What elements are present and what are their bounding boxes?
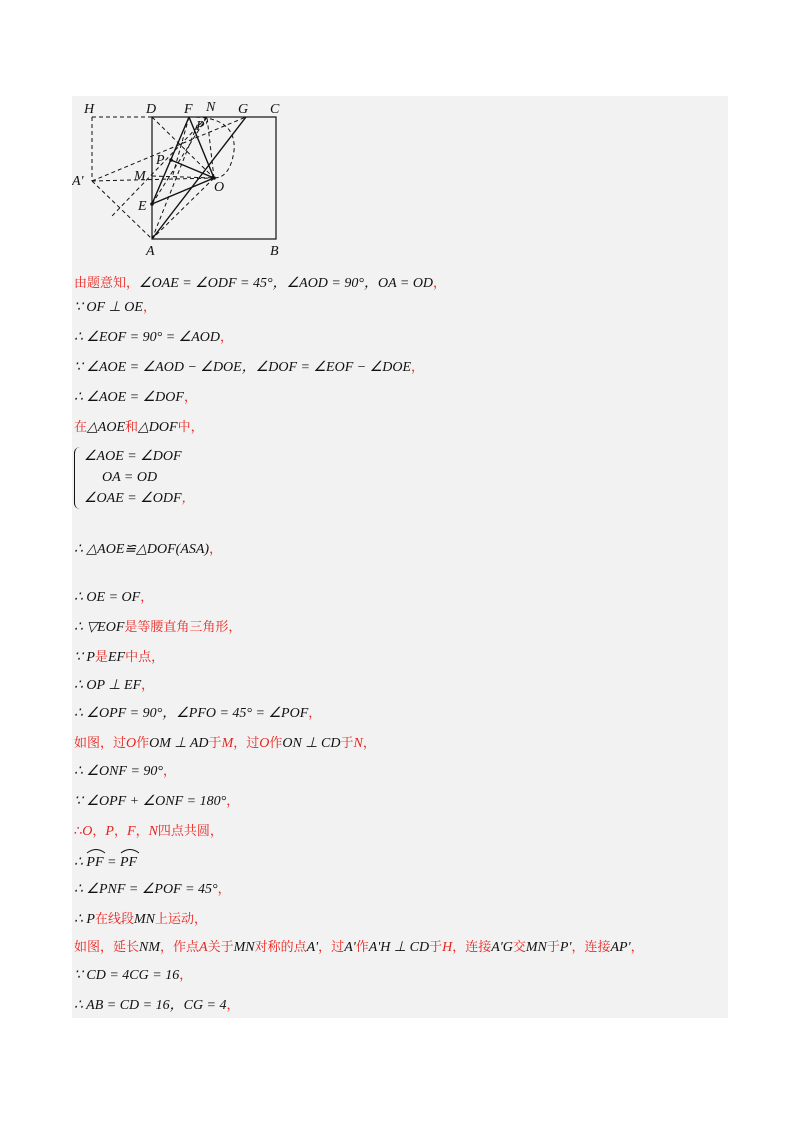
line-aprime-o <box>92 178 214 181</box>
segment-text: ， <box>92 824 106 839</box>
segment-math: P' <box>559 940 572 955</box>
segment-math: A' <box>306 940 319 955</box>
label-n: N <box>206 100 216 115</box>
segment-math: MN <box>525 940 547 955</box>
segment-math: ∴ ▽EOF <box>74 620 125 635</box>
segment-math: △AOE <box>87 420 125 435</box>
segment-text: 于 <box>546 940 560 955</box>
segment-text: ， <box>141 678 155 693</box>
segment-math: A <box>199 940 208 955</box>
segment-math: A'G <box>491 940 513 955</box>
solution-line-l15 <box>74 791 239 813</box>
line-aprime-g <box>92 117 246 181</box>
segment-math: ∠OAE = ∠ODF = 45°，∠AOD = 90°，OA = OD <box>139 276 434 291</box>
segment-text: 是等腰直角三角形， <box>124 620 242 635</box>
segment-math: ∵ ∠AOE = ∠AOD − ∠DOE，∠DOF = ∠EOF − ∠DOE <box>74 360 412 375</box>
segment-math: ∴ P <box>74 912 95 927</box>
segment-math: ∴ ∠PNF = ∠POF = 45° <box>74 882 218 897</box>
left-brace <box>74 447 83 509</box>
segment-text: ，作点 <box>160 940 200 955</box>
segment-math: A'H ⊥ CD <box>368 940 430 955</box>
solution-line-l4 <box>74 357 424 379</box>
segment-math: N <box>148 824 158 839</box>
segment-math: ∵ P <box>74 650 95 665</box>
segment-text: ， <box>411 360 425 375</box>
segment-math: △DOF <box>138 420 178 435</box>
segment-text: ， <box>142 300 156 315</box>
solution-line-l5 <box>74 387 197 409</box>
label-f: F <box>184 102 193 117</box>
segment-text: ， <box>220 330 234 345</box>
label-h: H <box>84 102 95 117</box>
solution-line-l8 <box>74 587 153 609</box>
line-m-o <box>152 176 214 178</box>
segment-math: F <box>127 824 136 839</box>
solution-line-l13 <box>74 733 376 755</box>
label-p-prime: P' <box>196 119 208 134</box>
arc-prefix: ∴ <box>74 855 87 870</box>
label-g: G <box>238 102 249 117</box>
solution-line-l14 <box>74 761 176 783</box>
segment-text: ， <box>217 882 231 897</box>
segment-math: O <box>259 736 270 751</box>
arc-pf-left-text: PF <box>86 855 104 870</box>
solution-line-l22 <box>74 995 240 1017</box>
segment-text: 如图，延长 <box>74 940 140 955</box>
segment-math: MN <box>233 940 255 955</box>
segment-text: ，过 <box>233 736 260 751</box>
segment-text: 于 <box>340 736 354 751</box>
segment-text: ， <box>140 590 154 605</box>
solution-line-l1 <box>74 273 446 295</box>
system-row-3-tail: ， <box>181 491 195 506</box>
line-a-g <box>152 117 246 239</box>
segment-text: 上运动， <box>154 912 207 927</box>
segment-math: ∵ ∠OPF + ∠ONF = 180° <box>74 794 227 809</box>
segment-math: ∴ OE = OF <box>74 590 141 605</box>
segment-text: 中点， <box>125 650 165 665</box>
segment-math: MN <box>133 912 155 927</box>
segment-text: ， <box>163 764 177 779</box>
segment-math: O <box>126 736 137 751</box>
label-d: D <box>146 102 157 117</box>
solution-line-l2 <box>74 297 156 319</box>
segment-text: 作 <box>269 736 283 751</box>
segment-math: P <box>105 824 114 839</box>
solution-line-l7 <box>74 539 222 561</box>
segment-text: 于 <box>208 736 222 751</box>
label-a-prime: A' <box>72 174 84 189</box>
segment-text: 对称的点 <box>254 940 307 955</box>
segment-math: ∵ CD = 4CG = 16 <box>74 968 180 983</box>
system-row-2: OA = OD <box>102 470 158 485</box>
segment-text: ， <box>135 824 149 839</box>
segment-text: ，连接 <box>452 940 492 955</box>
solution-line-l18 <box>74 879 231 901</box>
segment-text: ，连接 <box>571 940 611 955</box>
segment-text: ， <box>362 736 376 751</box>
arc-equality-line <box>74 852 137 874</box>
segment-text: 交 <box>512 940 526 955</box>
segment-math: ∴ ∠ONF = 90° <box>74 764 164 779</box>
segment-text: 作 <box>136 736 150 751</box>
segment-text: 中， <box>177 420 204 435</box>
segment-text: ， <box>209 542 223 557</box>
segment-math: AP' <box>610 940 631 955</box>
segment-text: ， <box>183 390 197 405</box>
label-c: C <box>270 102 280 117</box>
segment-text: 和 <box>125 420 139 435</box>
label-b: B <box>270 244 279 259</box>
segment-math: M <box>221 736 234 751</box>
segment-math: N <box>353 736 363 751</box>
segment-math: H <box>442 940 453 955</box>
system-row-3 <box>84 489 195 509</box>
segment-math: EF <box>107 650 126 665</box>
solution-line-l20 <box>74 937 644 959</box>
point-e <box>150 202 154 206</box>
segment-math: ∴ AB = CD = 16，CG = 4 <box>74 998 227 1013</box>
point-p <box>169 158 173 162</box>
segment-text: 如图，过 <box>74 736 127 751</box>
solution-line-l10 <box>74 647 164 669</box>
segment-math: ∵ OF ⊥ OE <box>74 300 143 315</box>
segment-text: ， <box>630 940 644 955</box>
arc-pf-right <box>120 852 137 874</box>
segment-text: ， <box>308 706 322 721</box>
solution-line-l12 <box>74 703 321 725</box>
segment-text: ∴ <box>74 824 83 839</box>
segment-math: ∴ ∠EOF = 90° = ∠AOD <box>74 330 220 345</box>
segment-math: ∴ OP ⊥ EF <box>74 678 142 693</box>
segment-text: 四点共圆， <box>157 824 223 839</box>
segment-text: ， <box>179 968 193 983</box>
segment-math: O <box>82 824 93 839</box>
solution-line-l6 <box>74 417 204 439</box>
segment-math: NM <box>139 940 161 955</box>
segment-text: ， <box>433 276 447 291</box>
segment-math: OM ⊥ AD <box>149 736 209 751</box>
system-row-1: ∠AOE = ∠DOF <box>84 449 182 464</box>
segment-text: 在线段 <box>94 912 134 927</box>
label-a: A <box>146 244 155 259</box>
segment-text: 是 <box>94 650 108 665</box>
line-a-pprime <box>152 123 198 239</box>
segment-text: ，过 <box>318 940 345 955</box>
solution-line-l21 <box>74 965 192 987</box>
segment-math: ∴ ∠OPF = 90°，∠PFO = 45° = ∠POF <box>74 706 309 721</box>
label-p: P <box>156 153 165 168</box>
solution-line-l9 <box>74 617 241 639</box>
segment-text: 关于 <box>207 940 234 955</box>
arc-pf-left <box>86 852 103 874</box>
segment-math: ON ⊥ CD <box>282 736 341 751</box>
solution-line-l19 <box>74 909 207 931</box>
label-m: M <box>134 169 146 184</box>
geometry-figure <box>72 96 312 260</box>
label-o: O <box>214 180 225 195</box>
segment-math: ∴ △AOE≌△DOF(ASA) <box>74 542 210 557</box>
segment-text: 在 <box>74 420 88 435</box>
label-e: E <box>138 199 147 214</box>
solution-line-l3 <box>74 327 233 349</box>
line-f-o2 <box>172 117 189 178</box>
segment-math: A' <box>344 940 356 955</box>
segment-text: 由题意知， <box>74 276 140 291</box>
system-row-3-text: ∠OAE = ∠ODF <box>84 491 182 506</box>
segment-math: ∴ ∠AOE = ∠DOF <box>74 390 184 405</box>
segment-text: ， <box>226 998 240 1013</box>
solution-line-l16 <box>74 821 223 843</box>
segment-text: 于 <box>429 940 443 955</box>
arc-pf-right-text: PF <box>119 855 138 870</box>
segment-text: 作 <box>355 940 369 955</box>
segment-text: ， <box>113 824 127 839</box>
solution-line-l11 <box>74 675 154 697</box>
arc-eq: = <box>103 855 120 870</box>
segment-text: ， <box>226 794 240 809</box>
line-o-a <box>152 178 214 239</box>
